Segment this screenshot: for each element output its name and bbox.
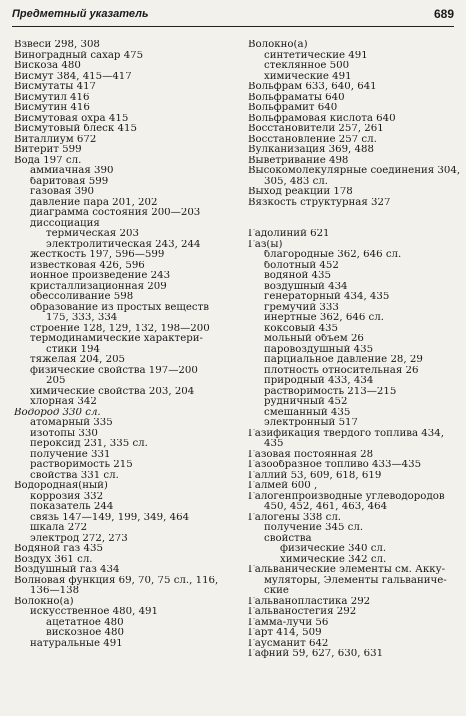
index-entry: Вязкость структурная 327 (248, 197, 391, 208)
index-entry: обессоливание 598 (30, 292, 134, 302)
page-header (12, 8, 454, 27)
index-entry: Гаусманит 642 (248, 638, 329, 649)
index-entry: Восстановление 257 сл. (248, 134, 377, 145)
index-entry: Выход реакции 178 (248, 187, 353, 197)
index-entry: электролитическая 243, 244 (46, 239, 201, 250)
index-entry: стеклянное 500 (264, 61, 350, 71)
index-entry: смешанный 435 (264, 407, 351, 418)
index-entry: Вольфрам 633, 640, 641 (248, 82, 377, 92)
index-entry: Висмутин 416 (14, 103, 90, 113)
index-entry: получение 345 сл. (264, 523, 364, 533)
index-entry: Вольфрамит 640 (248, 103, 338, 113)
index-entry: Гафний 59, 627, 630, 631 (248, 649, 384, 659)
index-entry: 305, 483 сл. (264, 176, 329, 187)
index-entry: коррозия 332 (30, 491, 104, 502)
index-entry: Гальваностегия 292 (248, 607, 357, 617)
index-entry: кристаллизационная 209 (30, 281, 167, 292)
index-entry: рудничный 452 (264, 397, 348, 407)
index-entry: натуральные 491 (30, 638, 123, 649)
index-entry: 435 (264, 439, 284, 449)
index-entry: аммиачная 390 (30, 166, 114, 176)
index-entry: Восстановители 257, 261 (248, 124, 384, 134)
index-entry: термодинамические характери- (30, 334, 203, 344)
index-entry: Виноградный сахар 475 (14, 50, 144, 61)
index-entry: вискозное 480 (46, 628, 124, 638)
index-entry: Вода 197 сл. (14, 155, 82, 166)
index-entry: Выветривание 498 (248, 155, 349, 166)
index-entry: физические свойства 197—200 (30, 365, 198, 376)
index-entry: синтетические 491 (264, 50, 368, 61)
index-entry: тяжелая 204, 205 (30, 355, 126, 365)
index-entry: Галмей 600 , (248, 481, 318, 491)
index-column-right (248, 40, 464, 660)
index-entry: генераторный 434, 435 (264, 292, 390, 302)
index-entry: Газовая постоянная 28 (248, 449, 374, 460)
index-entry: Волокно(а) (14, 596, 74, 607)
index-entry: диссоциация (30, 218, 100, 229)
index-entry: растворимость 213—215 (264, 386, 397, 397)
index-entry: атомарный 335 (30, 418, 113, 428)
index-entry: Висмут 384, 415—417 (14, 71, 132, 82)
index-entry: 205 (46, 376, 66, 386)
index-entry: газовая 390 (30, 187, 95, 197)
index-entry: 175, 333, 334 (46, 313, 118, 323)
index-entry: Газообразное топливо 433—435 (248, 460, 422, 470)
index-entry: пероксид 231, 335 сл. (30, 439, 148, 449)
index-column-left (14, 40, 230, 649)
index-entry: Вольфраматы 640 (248, 92, 345, 103)
index-entry: шкала 272 (30, 523, 88, 533)
index-entry: Вискоза 480 (14, 61, 81, 71)
index-entry: Водородная(ный) (14, 481, 108, 491)
index-entry: электронный 517 (264, 418, 359, 428)
index-entry: болотный 452 (264, 260, 339, 271)
index-entry: термическая 203 (46, 229, 139, 239)
index-entry: инертные 362, 646 сл. (264, 313, 384, 323)
index-entry: Висмутаты 417 (14, 82, 97, 92)
index-entry: свойства (264, 533, 312, 544)
index-entry: связь 147—149, 199, 349, 464 (30, 512, 190, 523)
index-entry: Водород 330 сл. (14, 407, 101, 418)
index-entry: благородные 362, 646 сл. (264, 250, 402, 260)
index-entry: Гамма-лучи 56 (248, 617, 329, 628)
index-entry: известковая 426, 596 (30, 260, 145, 271)
index-entry: показатель 244 (30, 502, 114, 512)
index-entry: Вольфрамовая кислота 640 (248, 113, 396, 124)
index-entry (248, 208, 464, 229)
index-entry: Гальванические элементы см. Акку- (248, 565, 446, 575)
index-entry: свойства 331 сл. (30, 470, 119, 481)
index-entry: Газ(ы) (248, 239, 283, 250)
page-number: 689 (433, 7, 454, 21)
running-title: Предметный указатель (12, 8, 149, 20)
index-entry: Воздушный газ 434 (14, 565, 120, 575)
index-entry: баритовая 599 (30, 176, 109, 187)
index-entry: Гарт 414, 509 (248, 628, 322, 638)
index-entry: паровоздушный 435 (264, 344, 374, 355)
index-entry: Вулканизация 369, 488 (248, 145, 374, 155)
index-entry: муляторы, Элементы гальваниче- (264, 575, 447, 586)
index-entry: Газификация твердого топлива 434, (248, 428, 444, 439)
index-entry: Гадолиний 621 (248, 229, 330, 239)
index-entry: искусственное 480, 491 (30, 607, 159, 617)
index-entry: Галогены 338 сл. (248, 512, 342, 523)
index-entry: воздушный 434 (264, 281, 348, 292)
index-entry: плотность относительная 26 (264, 365, 419, 376)
index-entry: давление пара 201, 202 (30, 197, 158, 208)
index-entry: растворимость 215 (30, 460, 133, 470)
index-entry: Виталлиум 672 (14, 134, 97, 145)
index-entry: Галогенпроизводные углеводородов (248, 491, 445, 502)
index-entry: изотопы 330 (30, 428, 98, 439)
index-entry: ские (264, 586, 289, 596)
index-entry: Висмутовый блеск 415 (14, 124, 137, 134)
index-entry: Витерит 599 (14, 145, 82, 155)
index-entry: Волновая функция 69, 70, 75 сл., 116, (14, 575, 219, 586)
index-entry: химические 342 сл. (280, 554, 387, 565)
index-entry: 450, 452, 461, 463, 464 (264, 502, 388, 512)
index-entry: Водяной газ 435 (14, 544, 103, 554)
index-entry: Высокомолекулярные соединения 304, (248, 166, 461, 176)
index-entry: парциальное давление 28, 29 (264, 355, 423, 365)
index-entry: образование из простых веществ (30, 302, 210, 313)
index-entry: мольный объем 26 (264, 334, 364, 344)
index-entry: химические 491 (264, 71, 352, 82)
index-entry: получение 331 (30, 449, 111, 460)
index-entry: ацетатное 480 (46, 617, 124, 628)
index-entry: Висмутовая охра 415 (14, 113, 129, 124)
index-entry: жесткость 197, 596—599 (30, 250, 165, 260)
index-entry: электрод 272, 273 (30, 533, 128, 544)
index-entry: природный 433, 434 (264, 376, 374, 386)
index-entry: ионное произведение 243 (30, 271, 171, 281)
index-entry: Гальванопластика 292 (248, 596, 371, 607)
index-entry: хлорная 342 (30, 397, 97, 407)
index-entry: строение 128, 129, 132, 198—200 (30, 323, 210, 334)
index-entry: химические свойства 203, 204 (30, 386, 195, 397)
index-entry: Взвеси 298, 308 (14, 40, 100, 50)
index-entry: Воздух 361 сл. (14, 554, 93, 565)
index-entry: коксовый 435 (264, 323, 339, 334)
index-entry: Волокно(а) (248, 40, 308, 50)
index-entry: гремучий 333 (264, 302, 339, 313)
index-entry: физические 340 сл. (280, 544, 387, 554)
index-entry: диаграмма состояния 200—203 (30, 208, 201, 218)
index-entry: Висмутил 416 (14, 92, 90, 103)
index-entry: водяной 435 (264, 271, 331, 281)
index-entry: Галлий 53, 609, 618, 619 (248, 470, 382, 481)
index-entry: 136—138 (30, 586, 80, 596)
index-entry: стики 194 (46, 344, 100, 355)
